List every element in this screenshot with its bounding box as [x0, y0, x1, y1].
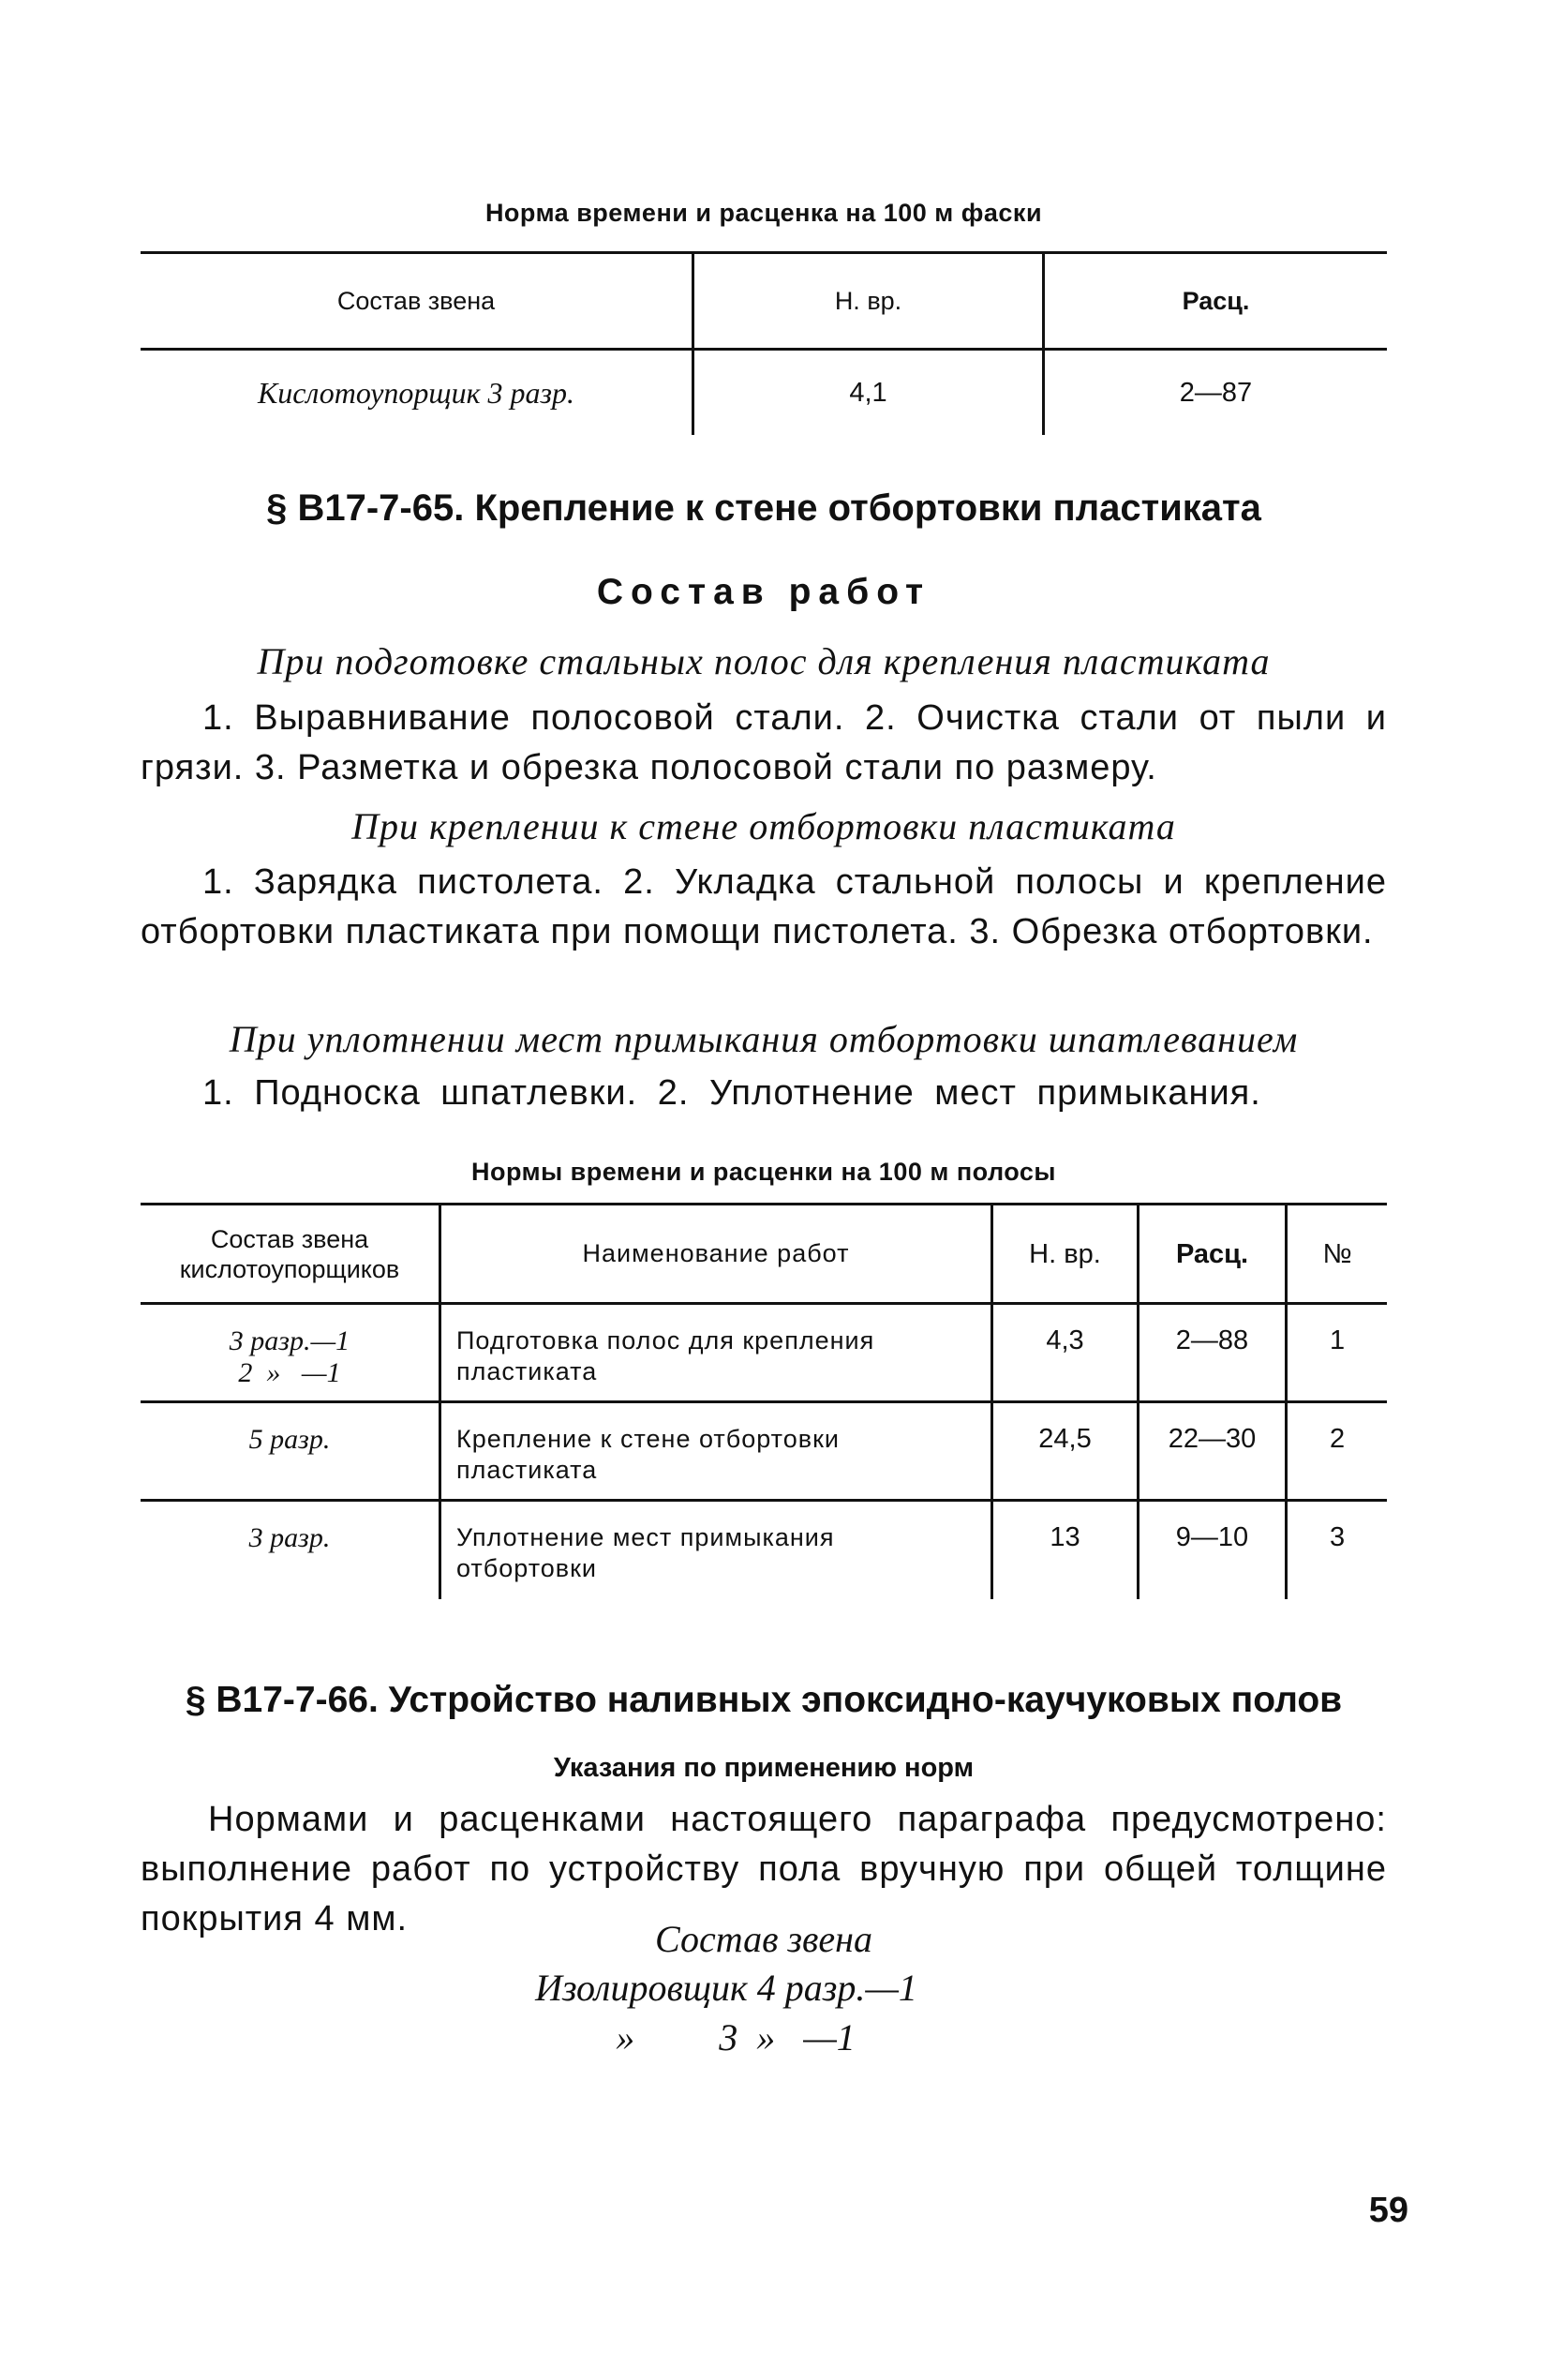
- table-row: [141, 1501, 1387, 1599]
- table1-caption: Норма времени и расценка на 100 м фаски: [484, 199, 1043, 227]
- group1-title: При подготовке стальных полос для крепления пластиката: [257, 640, 1271, 682]
- crew-title: Состав звена: [654, 1918, 872, 1960]
- table1-header-crew: Состав звена: [141, 253, 693, 350]
- table1-cell-crew: Кислотоупорщик 3 разр.: [141, 350, 693, 436]
- section66-subheading: Указания по применению норм: [553, 1753, 975, 1783]
- table2-header-crew: Состав звена кислотоупорщиков: [141, 1205, 440, 1304]
- crew-line-2: » 3 » —1: [616, 2016, 856, 2058]
- table1: [141, 251, 1387, 435]
- table2-cell-work: Подготовка полос для крепления пластиката: [440, 1304, 992, 1402]
- group3-title: При уплотнении мест примыкания отбортовки шпатлеванием: [229, 1018, 1299, 1060]
- section66-heading: § В17-7-66. Устройство наливных эпоксидно-каучуковых полов: [185, 1680, 1343, 1720]
- table-row: [141, 1304, 1387, 1402]
- table2-cell-work: Уплотнение мест примыкания отбортовки: [440, 1501, 992, 1599]
- table2-header-rate: Расц.: [1139, 1205, 1287, 1304]
- table2-cell-number: 1: [1330, 1325, 1346, 1355]
- table2-cell-rate: 9—10: [1139, 1501, 1287, 1599]
- table2-cell-rate: 2—88: [1139, 1304, 1287, 1402]
- table2-cell-work: Крепление к стене отбортовки пластиката: [440, 1402, 992, 1501]
- group2-title: При креплении к стене отбортовки пластиката: [351, 805, 1176, 847]
- crew-line-1: Изолировщик 4 разр.—1: [535, 1967, 917, 2009]
- section66-text: Нормами и расценками настоящего параграфа предусмотрено: выполнение работ по устройству пола вручную при общей толщине покрытия 4 мм.: [141, 1800, 1387, 1938]
- table-row: [141, 1402, 1387, 1501]
- group2-text: 1. Зарядка пистолета. 2. Укладка стальной полосы и крепление отбортовки пластиката при помощи пистолета. 3. Обрезка отбортовки.: [141, 862, 1387, 951]
- table1-header-norm: Н. вр.: [693, 253, 1044, 350]
- table2: [141, 1203, 1387, 1599]
- group3-text: 1. Подноска шпатлевки. 2. Уплотнение мест примыкания.: [202, 1073, 1261, 1113]
- table-row: [141, 350, 1387, 436]
- group1-text: 1. Выравнивание полосовой стали. 2. Очистка стали от пыли и грязи. 3. Разметка и обрезка полосовой стали по размеру.: [141, 698, 1387, 787]
- section65-subheading: Состав работ: [596, 572, 931, 612]
- table2-cell-rate: 22—30: [1139, 1402, 1287, 1501]
- table2-cell-norm: 24,5: [992, 1402, 1139, 1501]
- table2-header-number: №: [1287, 1205, 1388, 1304]
- table2-header-work: Наименование работ: [440, 1205, 992, 1304]
- table2-caption: Нормы времени и расценки на 100 м полосы: [471, 1158, 1056, 1186]
- table2-header-norm: Н. вр.: [992, 1205, 1139, 1304]
- table2-cell-number: 2: [1287, 1402, 1388, 1501]
- table1-cell-rate: 2—87: [1179, 377, 1253, 408]
- table2-cell-crew: 5 разр.: [141, 1402, 440, 1501]
- table2-cell-crew: 3 разр.—1 2 » —1: [141, 1304, 440, 1402]
- table2-cell-norm: 13: [992, 1501, 1139, 1599]
- table2-cell-crew: 3 разр.: [141, 1501, 440, 1599]
- section65-heading: § В17-7-65. Крепление к стене отбортовки пластиката: [266, 487, 1261, 529]
- table1-cell-norm: 4,1: [693, 350, 1044, 436]
- table2-cell-norm: 4,3: [992, 1304, 1139, 1402]
- table1-header-rate: Расц.: [1044, 253, 1388, 350]
- table2-cell-number: 3: [1287, 1501, 1388, 1599]
- page-number: 59: [1368, 2191, 1408, 2230]
